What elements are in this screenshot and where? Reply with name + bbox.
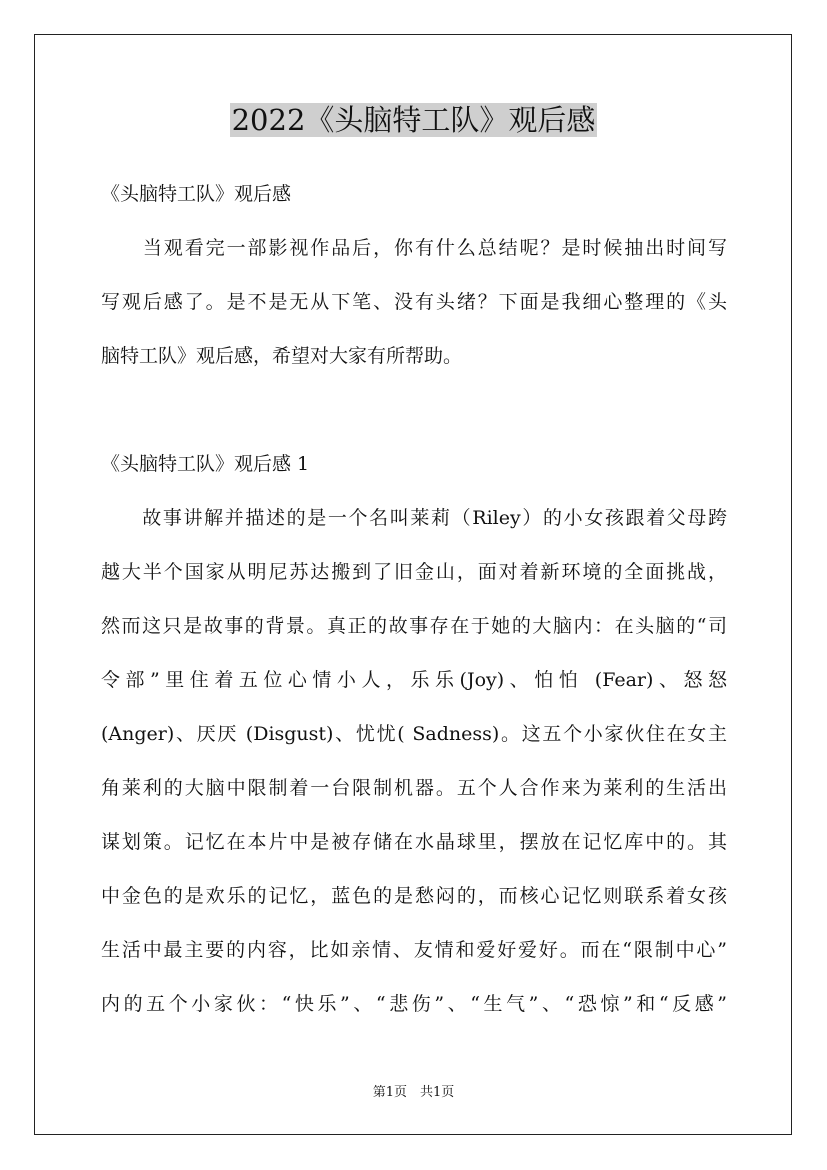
body-line-10: 内的五个小家伙：“快乐”、“悲伤”、“生气”、“恐惊”和“反感”	[101, 993, 727, 1015]
body-line-1: 故事讲解并描述的是一个名叫莱莉（Riley）的小女孩跟着父母跨	[101, 507, 727, 529]
intro-line-3: 脑特工队》观后感，希望对大家有所帮助。	[101, 345, 463, 367]
body-line-9: 生活中最主要的内容，比如亲情、友情和爱好爱好。而在“限制中心”	[101, 939, 727, 961]
body-line-3: 然而这只是故事的背景。真正的故事存在于她的大脑内：在头脑的“司	[101, 615, 727, 637]
body-line-8: 中金色的是欢乐的记忆，蓝色的是愁闷的，而核心记忆则联系着女孩	[101, 885, 727, 907]
body-line-5: (Anger)、厌厌 (Disgust)、忧忧( Sadness)。这五个小家伙住在女主	[101, 723, 727, 745]
body-line-4: 令部”里住着五位心情小人，乐乐(Joy)、怕怕 (Fear)、怒怒	[101, 669, 727, 691]
body-line-2: 越大半个国家从明尼苏达搬到了旧金山，面对着新环境的全面挑战，	[101, 561, 727, 583]
body-line-6: 角莱利的大脑中限制着一台限制机器。五个人合作来为莱利的生活出	[101, 777, 727, 799]
page-footer: 第1页 共1页	[372, 1085, 455, 1100]
intro-line-1: 当观看完一部影视作品后，你有什么总结呢？是时候抽出时间写	[101, 237, 727, 259]
subtitle: 《头脑特工队》观后感	[101, 183, 292, 205]
body-line-7: 谋划策。记忆在本片中是被存储在水晶球里，摆放在记忆库中的。其	[101, 831, 727, 853]
section-heading-1: 《头脑特工队》观后感 1	[101, 453, 310, 475]
document-title	[0, 100, 827, 140]
document-title-text: 2022《头脑特工队》观后感	[231, 103, 596, 137]
intro-line-2: 写观后感了。是不是无从下笔、没有头绪？下面是我细心整理的《头	[101, 291, 727, 313]
